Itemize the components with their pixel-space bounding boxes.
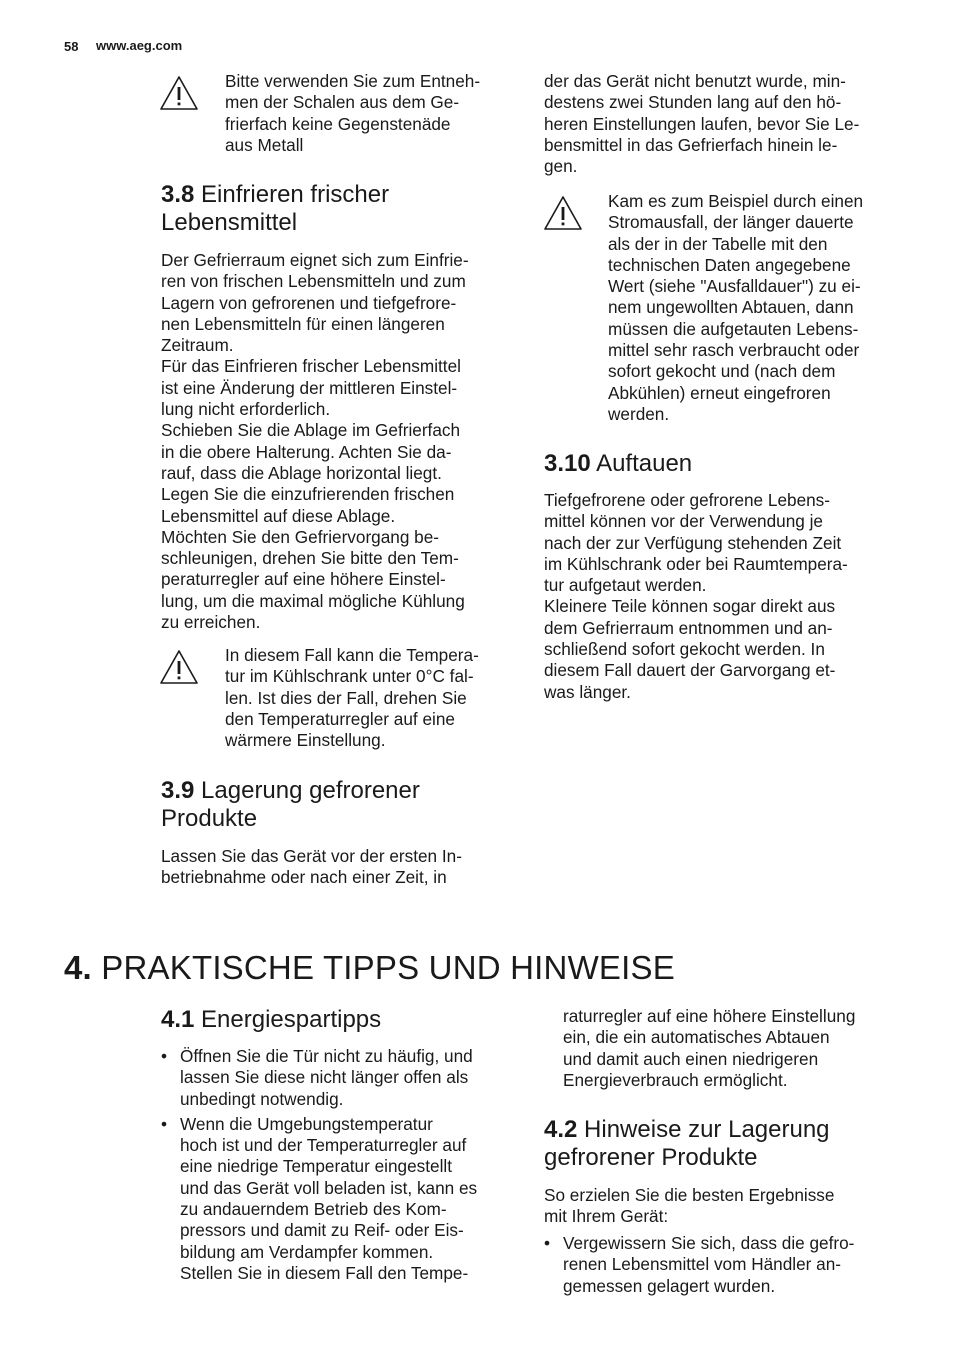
warning-text-1: Bitte verwenden Sie zum Entneh- men der Schalen aus dem Ge- frierfach keine Gegenstenäde aus Metall [225, 71, 481, 155]
bullet-icon: • [161, 1046, 168, 1066]
section-heading-3-10: 3.10 Auftauen [544, 450, 693, 477]
chapter-title: 4. PRAKTISCHE TIPPS UND HINWEISE [64, 949, 675, 986]
energy-tips-continued: raturregler auf eine höhere Einstellung ein, die ein automatisches Abtauen und damit auch einen niedrigeren Energieverbrauch ermöglicht. [563, 1006, 856, 1090]
section-intro-4-2: So erzielen Sie die besten Ergebnisse mit Ihrem Gerät: [544, 1185, 835, 1227]
page-number: 58 [64, 39, 79, 54]
section-heading-4-2: 4.2 Hinweise zur Lagerung gefrorener Produkte [544, 1116, 830, 1171]
warning-triangle-icon [542, 194, 584, 232]
list-item: • Vergewissern Sie sich, dass die gefro- renen Lebensmittel vom Händler an- gemessen gelagert wurden. [544, 1233, 855, 1296]
section-body-3-9-continued: der das Gerät nicht benutzt wurde, min- destens zwei Stunden lang auf den hö- heren Einstellungen laufen, bevor Sie Le- bensmittel in das Gefrierfach hinein le- gen. [544, 71, 860, 177]
section-body-3-8: Der Gefrierraum eignet sich zum Einfrie- ren von frischen Lebensmitteln und zum Lagern von gefrorenen und tiefgefrore- nen Lebensmitteln für einen längeren Zeitraum. Für das Einfrieren frischer Lebensmittel ist eine Änderung der mittleren Einstel- lung nicht erforderlich. Schieben Sie die Ablage im Gefrierfach in die obere Halterung. Achten Sie da- rauf, dass die Ablage horizontal liegt. Legen Sie die einzufrierenden frischen Lebensmittel auf diese Ablage. Möchten Sie den Gefriervorgang be- schleunigen, drehen Sie bitte den Tem- peraturregler auf eine höhere Einstel- lung, um die maximal mögliche Kühlung zu erreichen. [161, 250, 469, 633]
section-heading-3-8: 3.8 Einfrieren frischer Lebensmittel [161, 181, 390, 236]
warning-text-2: In diesem Fall kann die Tempera- tur im Kühlschrank unter 0°C fal- len. Ist dies der Fall, drehen Sie den Temperaturregler auf eine wärmere Einstellung. [225, 645, 479, 751]
section-body-3-10: Tiefgefrorene oder gefrorene Lebens- mittel können vor der Verwendung je nach der zur Verfügung stehenden Zeit im Kühlschrank oder bei Raumtempera- tur aufgetaut werden. Kleinere Teile können sogar direkt aus dem Gefrierraum entnommen und an- schließend sofort gekocht werden. In diesem Fall dauert der Garvorgang et- was länger. [544, 490, 848, 702]
energy-tips-list [161, 1046, 531, 1288]
list-item: • Öffnen Sie die Tür nicht zu häufig, und lassen Sie diese nicht länger offen als unbedingt notwendig. [161, 1046, 473, 1109]
warning-triangle-icon [158, 74, 200, 112]
bullet-icon: • [544, 1233, 551, 1253]
storage-tips-list [544, 1233, 914, 1301]
bullet-icon: • [161, 1113, 168, 1134]
warning-triangle-icon [158, 648, 200, 686]
warning-text-3: Kam es zum Beispiel durch einen Stromausfall, der länger dauerte als der in der Tabelle mit den technischen Daten angegebene Wert (siehe "Ausfalldauer") zu ei- nem ungewollten Abtauen, dann müssen die aufgetauten Lebens- mittel sehr rasch verbraucht oder sofort gekocht und (nach dem Abkühlen) erneut eingefroren werden. [608, 191, 864, 424]
section-body-3-9: Lassen Sie das Gerät vor der ersten In- betriebnahme oder nach einer Zeit, in [161, 846, 462, 888]
list-item: • Wenn die Umgebungstemperatur hoch ist und der Temperaturregler auf eine niedrige Temperatur eingestellt und das Gerät voll beladen ist, kann es zu andauerndem Betrieb des Kom- pressors und damit zu Reif- oder Eis- bildung am Verdampfer kommen. Stellen Sie in diesem Fall den Tempe- [161, 1113, 478, 1283]
website-url: www.aeg.com [96, 38, 183, 53]
section-heading-3-9: 3.9 Lagerung gefrorener Produkte [161, 777, 420, 832]
section-heading-4-1: 4.1 Energiespartipps [161, 1006, 382, 1033]
